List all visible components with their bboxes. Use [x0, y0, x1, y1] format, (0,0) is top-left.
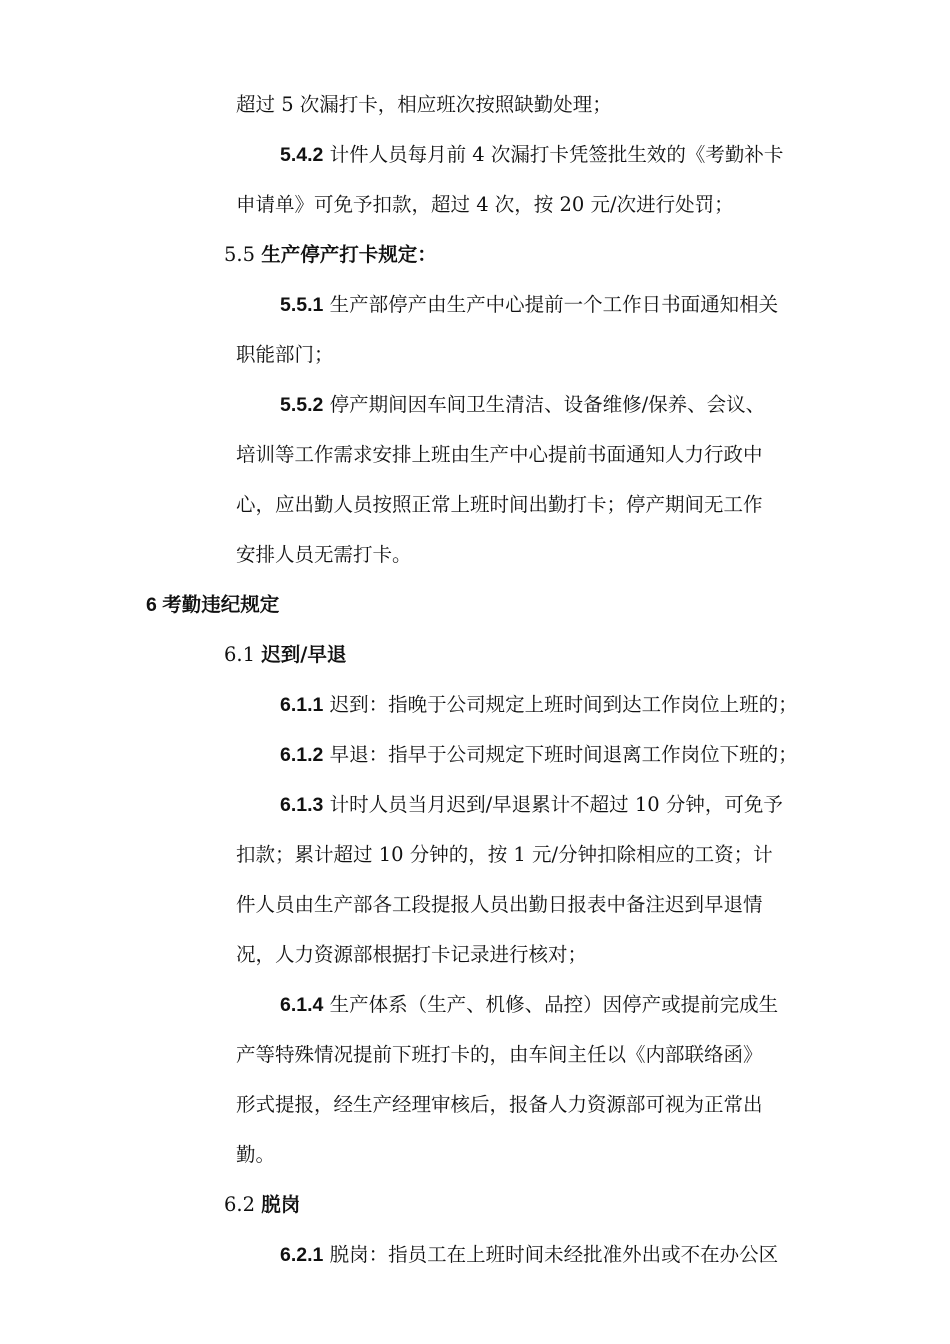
section-heading-5-5: 5.5 生产停产打卡规定：: [224, 243, 437, 266]
clause-6-1-3: 6.1.3 计时人员当月迟到/早退累计不超过 10 分钟，可免予: [280, 793, 783, 816]
text-line: 超过 5 次漏打卡，相应班次按照缺勤处理；: [236, 93, 612, 116]
text-line: 职能部门；: [236, 343, 334, 366]
text-line: 件人员由生产部各工段提报人员出勤日报表中备注迟到早退情: [236, 893, 763, 916]
clause-6-1-1: 6.1.1 迟到：指晚于公司规定上班时间到达工作岗位上班的；: [280, 693, 798, 716]
text-line: 况，人力资源部根据打卡记录进行核对；: [236, 943, 588, 966]
text-line: 形式提报，经生产经理审核后，报备人力资源部可视为正常出: [236, 1093, 763, 1116]
clause-6-1-2: 6.1.2 早退：指早于公司规定下班时间退离工作岗位下班的；: [280, 743, 798, 766]
clause-5-4-2: 5.4.2 计件人员每月前 4 次漏打卡凭签批生效的《考勤补卡: [280, 143, 784, 166]
text-line: 安排人员无需打卡。: [236, 543, 412, 566]
clause-5-5-2: 5.5.2 停产期间因车间卫生清洁、设备维修/保养、会议、: [280, 393, 766, 416]
text-line: 扣款；累计超过 10 分钟的，按 1 元/分钟扣除相应的工资；计: [236, 843, 773, 866]
text-line: 产等特殊情况提前下班打卡的，由车间主任以《内部联络函》: [236, 1043, 763, 1066]
section-heading-6: 6 考勤违纪规定: [146, 594, 280, 616]
clause-6-1-4: 6.1.4 生产体系（生产、机修、品控）因停产或提前完成生: [280, 993, 779, 1016]
text-line: 培训等工作需求安排上班由生产中心提前书面通知人力行政中: [236, 443, 763, 466]
text-line: 心，应出勤人员按照正常上班时间出勤打卡；停产期间无工作: [236, 493, 763, 516]
text-line: 申请单》可免予扣款，超过 4 次，按 20 元/次进行处罚；: [236, 193, 734, 216]
clause-5-5-1: 5.5.1 生产部停产由生产中心提前一个工作日书面通知相关: [280, 293, 779, 316]
clause-6-2-1: 6.2.1 脱岗：指员工在上班时间未经批准外出或不在办公区: [280, 1243, 779, 1266]
section-heading-6-2: 6.2 脱岗: [224, 1193, 301, 1216]
section-heading-6-1: 6.1 迟到/早退: [224, 643, 347, 666]
text-line: 勤。: [236, 1143, 276, 1166]
